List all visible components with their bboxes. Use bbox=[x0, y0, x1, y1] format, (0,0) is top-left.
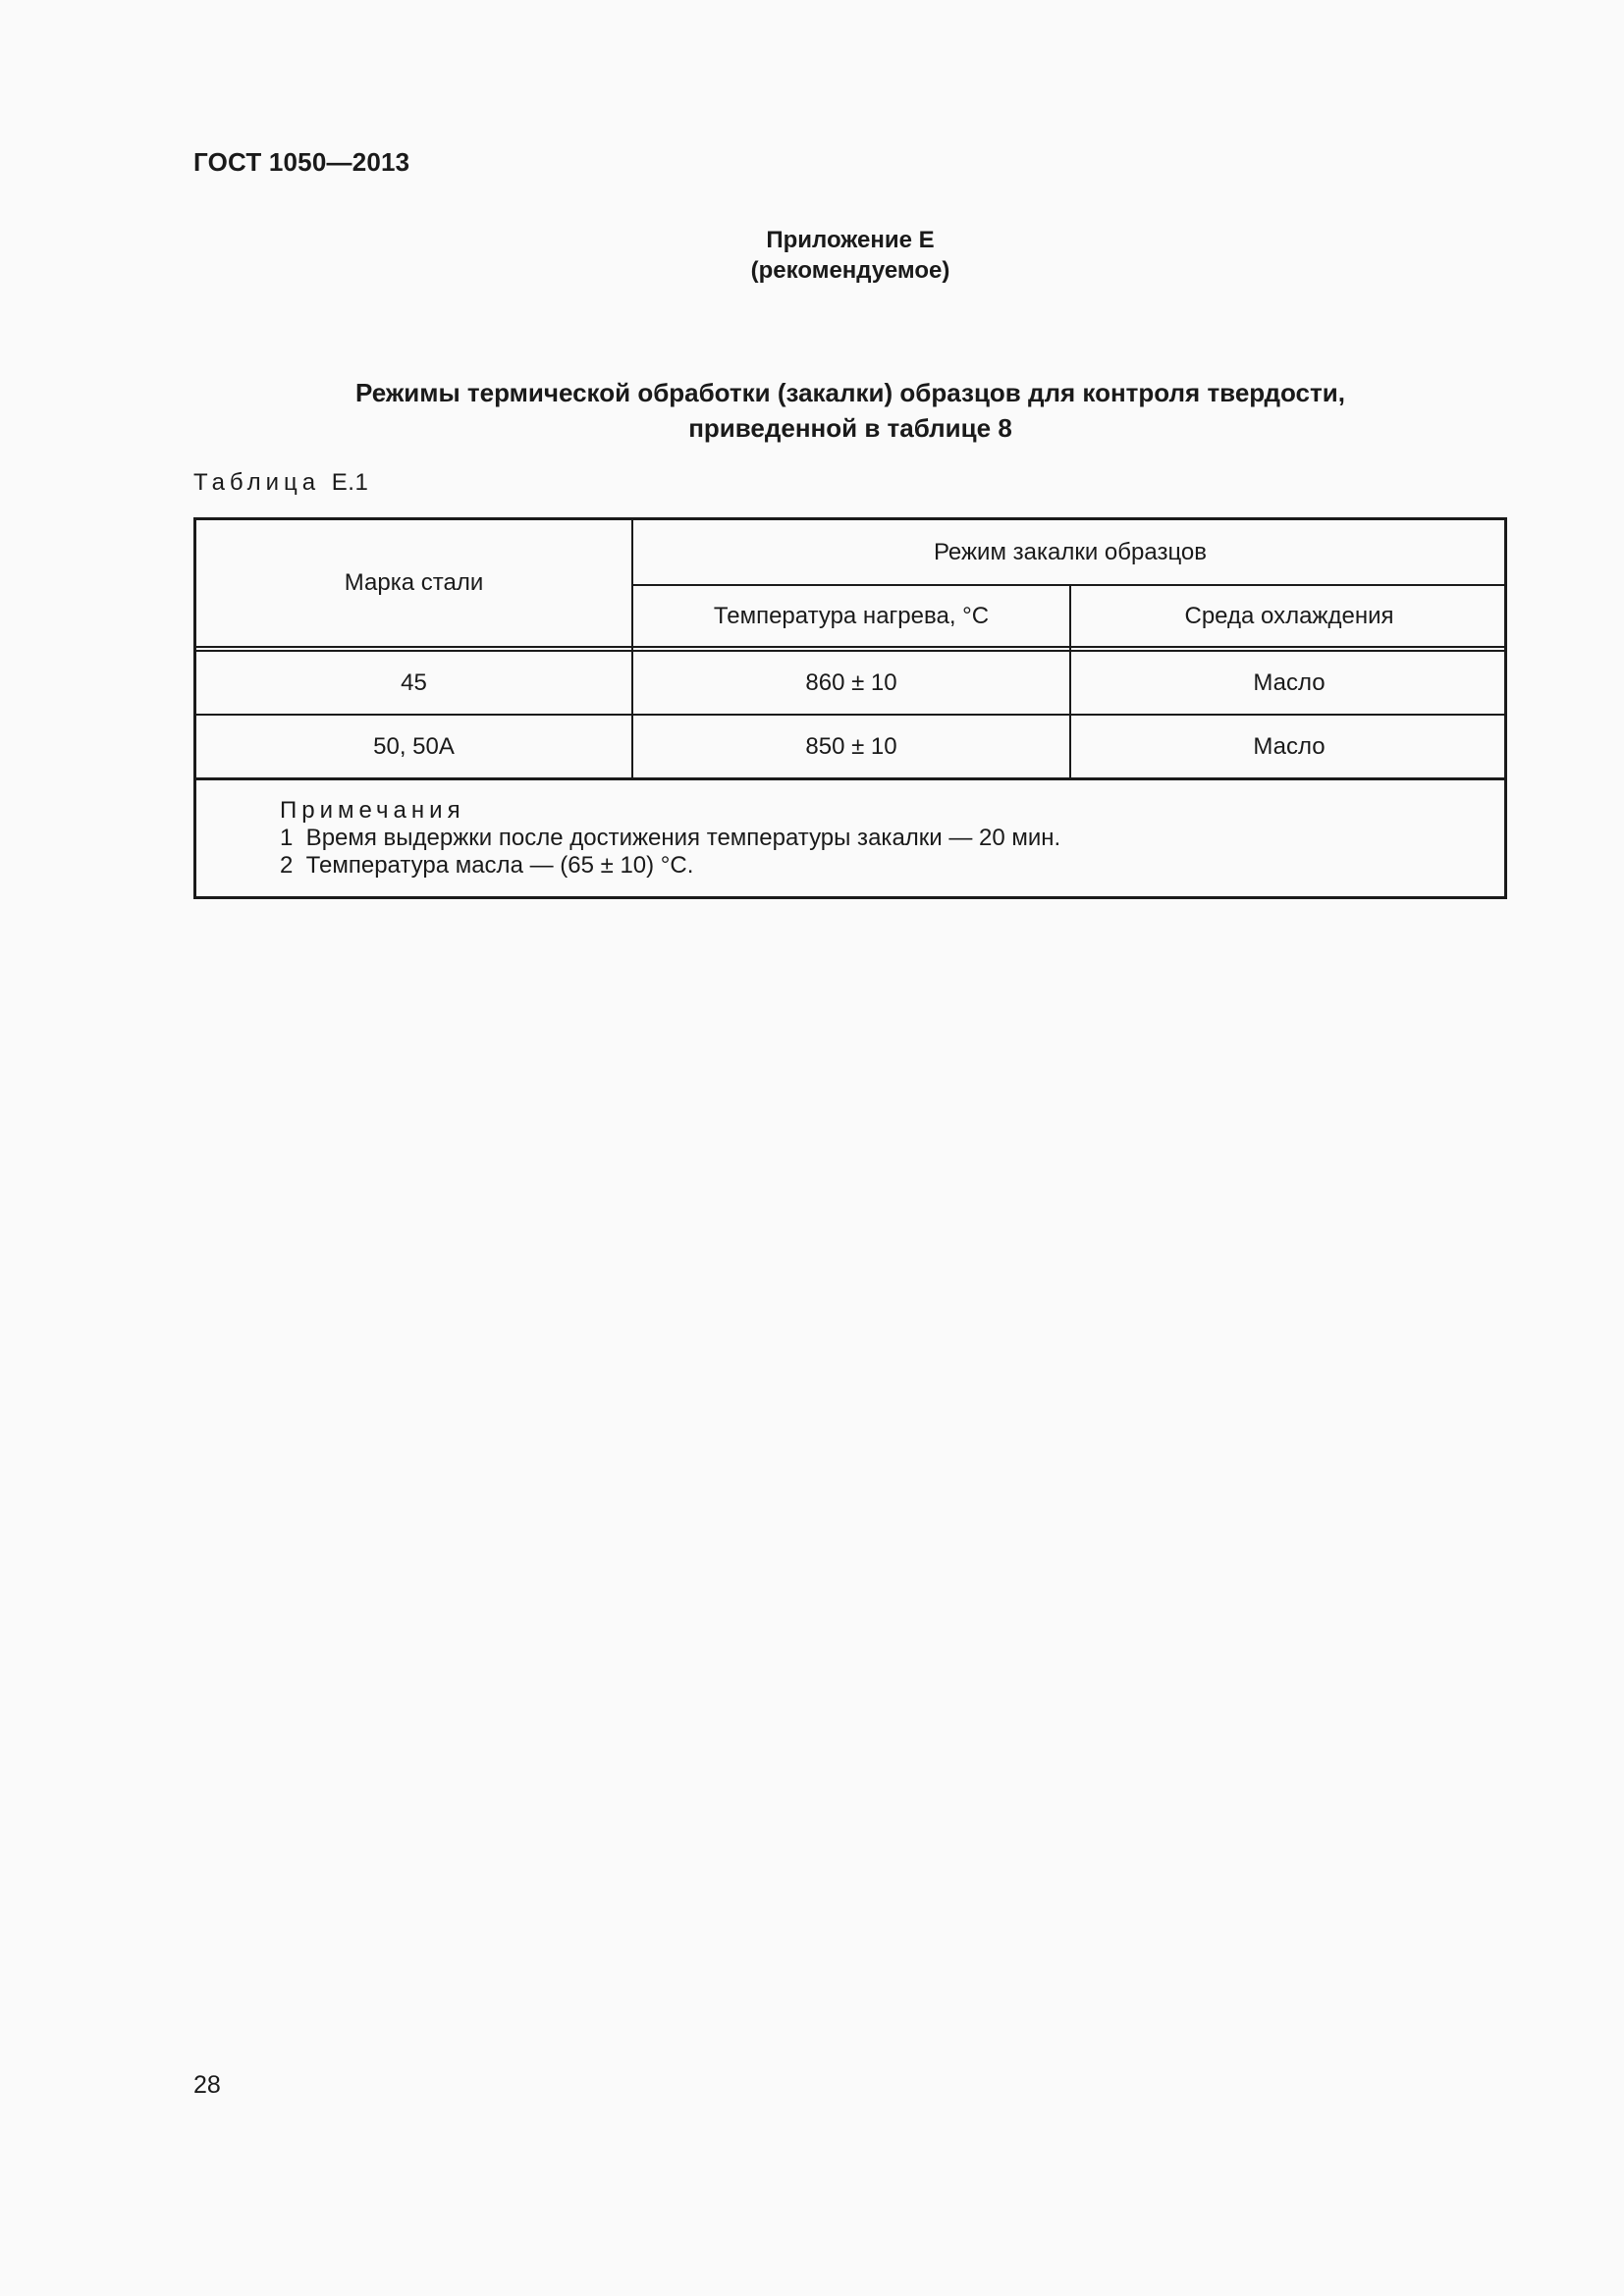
header-quench-mode: Режим закалки образцов bbox=[933, 538, 1208, 565]
header-heating-temperature: Температура нагрева, °С bbox=[713, 602, 990, 629]
table-row-1-grade: 45 bbox=[401, 668, 427, 696]
appendix-status: (рекомендуемое) bbox=[750, 257, 950, 284]
header-steel-grade: Марка стали bbox=[344, 569, 484, 596]
table-caption-word: Таблица bbox=[193, 469, 321, 496]
header-double-line-top bbox=[196, 646, 1507, 648]
table-notes bbox=[280, 797, 1060, 880]
section-title-line-1: Режимы термической обработки (закалки) образцов для контроля твердости, bbox=[355, 378, 1345, 407]
notes-heading: Примечания bbox=[280, 797, 465, 824]
table-row-1-medium: Масло bbox=[1253, 668, 1326, 696]
table-caption-number: Е.1 bbox=[331, 469, 369, 496]
table-row-2-medium: Масло bbox=[1253, 732, 1326, 760]
appendix-heading bbox=[0, 225, 1624, 286]
table-row-2-grade: 50, 50А bbox=[373, 732, 455, 760]
section-title bbox=[193, 375, 1507, 446]
appendix-title: Приложение Е bbox=[766, 227, 935, 253]
table-caption bbox=[193, 469, 368, 497]
page-number: 28 bbox=[193, 2071, 221, 2099]
notes-divider bbox=[196, 777, 1507, 780]
section-title-line-2: приведенной в таблице 8 bbox=[688, 413, 1012, 443]
note-item-2: 2 Температура масла — (65 ± 10) °С. bbox=[280, 852, 694, 879]
note-item-1: 1 Время выдержки после достижения температуры закалки — 20 мин. bbox=[280, 825, 1061, 851]
table-row-1-temperature: 860 ± 10 bbox=[805, 668, 897, 696]
header-cooling-medium: Среда охлаждения bbox=[1184, 602, 1394, 629]
table-row-2-temperature: 850 ± 10 bbox=[805, 732, 897, 760]
standard-designation: ГОСТ 1050—2013 bbox=[193, 147, 410, 177]
quench-modes-table bbox=[193, 517, 1507, 899]
